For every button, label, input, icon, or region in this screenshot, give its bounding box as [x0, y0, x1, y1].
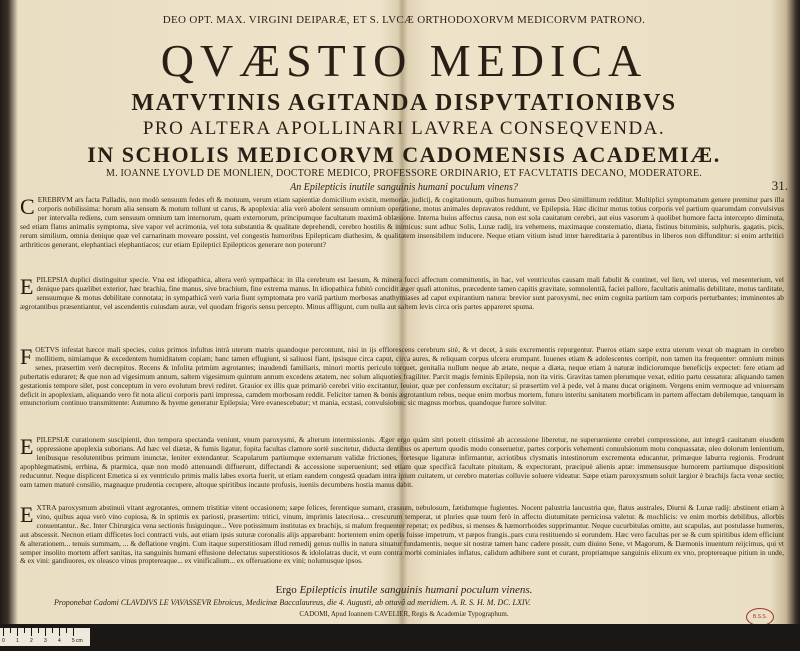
- ruler-tick: [52, 628, 53, 633]
- ruler-tick: [66, 628, 67, 633]
- ruler-tick: [10, 628, 11, 633]
- folio-number: 31.: [771, 178, 788, 193]
- paragraph-2-text: PILEPSIA duplici distinguitur specie. Vna est idiopathica, altera verò sympathica: in illa cerebrum est laesum, & minera fucci affectum committentis, in hac, vel ventriculus causam mali fabulit & continet, vel lien, vel uterus, vel mesenterium, vel denique pars quælibet exterior, hæc brachia, fine manus, sive brachium, fine extrema manus. In idiopathica fubitò concidit æger quafi attonitus, præcedente tamen capitis gravitate, somnolentiâ, faciei pallore, facultatis animalis debilitate, motus tarditate, sensuumque & motus debilitate connotata; in sympathicâ verò varia fiunt symptomata pro variâ partium morbosas anathymiases ad caput expirantium natura: brevior sunt paroxysmi, nec enim cognita partium tam corporis perturbantes; imminentes ab ægrotantibus præsentiantur, vel ascendentis cuiusdam auræ, vel quodam frigoris sensu percepto. Minus affligunt, cum nulla aut saltem levis circa oris partes appareret spuma.: [20, 275, 785, 311]
- thesis-page: [14, 6, 794, 618]
- dropcap-4: E: [20, 434, 34, 459]
- paragraph-3-text: OETVS infestat hæcce mali species, cuius primos infultus intrà uterum matris quandoque percontunt, nisi in ijs efflorescens cerebrum sitè, & vt decet, à suis excrementis repurgentur. Pueros etiam sæpe extra uterum vexat ob magnam in cerebro mollitiem, nimiamque & excedentem humiditatem copiam; hanc tamen effugiunt, si saliuosi fiant, ipsisque circa caput, circa aures, & reliquam corpus ulcera erumpant. Iuuenes etiam & adolescentes corripit, non tamen ita frequenter: omnium minus senes, præsertim verò decrepitos. Recens & infolita primùm ægrotantes; inaudendi familiaris, minori mortis periculo torquet, genitalia nullum neque ab ætate, neque a diæta, neque etiam à naturæ indiciorumque beneficijs expectet: fere etiam ad pubertatis eduraret; & que non ad vigesimum annum, saltem vigesimum quintum annum excedens ætatem, nec solum aliquoties fragiliter. Parcit magis feminis Epilepsia, non ita viris. Gravitas tamen plerumque vexat, editio partu cessatura: aliquando tamen gestationis tempore silet, post conceptum in vero evolutum brevi rediret. Grauior ex illis quæ primariò cerebri vitio excitantur, leuior, quæ per confensum excitatur; si præsertim vel à pede, vel à manu ducat originem. Vergens enim vermoque ad vniuersam deficit in apoplexiam, aliquando vero fit nota alicui corporis parti impressa, camdem morbosam reddit. Feliciter tamen & bonis ægrotantium rebus, neque enim morbus mortem, futuro interitu sanitatem morbificam in partem affectam debilemque, tanquam in emunctorium continuo transmittente: Autumno & hyeme generatur Epilepsia; Vere evanescebatur; vt mania, ecstasi, convulsiobus; sic magnus morbus, quandoque furore solvitur.: [20, 345, 784, 408]
- thesis-question: An Epilepticis inutile sanguinis humani poculum vinens?: [290, 182, 518, 193]
- subtitle-line-3: IN SCHOLIS MEDICORVM CADOMENSIS ACADEMIÆ.: [87, 142, 721, 167]
- ruler-tick: [17, 628, 18, 636]
- ruler-tick: [73, 628, 74, 636]
- ruler-tick-label: 3: [44, 638, 47, 644]
- conclusion-text: Epilepticis inutile sanguinis humani poculum vinens.: [299, 584, 533, 596]
- dedication-line: DEO OPT. MAX. VIRGINI DEIPARÆ, ET S. LVCÆ ORTHODOXORVM MEDICORVM PATRONO.: [162, 14, 646, 26]
- ruler-tick-label: 5: [72, 638, 75, 644]
- page-title: QVÆSTIO MEDICA: [160, 35, 648, 86]
- defense-info: Proponebat Cadomi CLAVDIVS LE VAVASSEVR Ebroicus, Medicinæ Baccalaureus, die 4. Augusti, ab ottavâ ad meridiem. A. R. S. H. M. DC. LXIV.: [54, 598, 531, 607]
- scale-ruler: [0, 624, 800, 651]
- conclusion-prefix: Ergo: [275, 584, 297, 596]
- conclusion: [14, 584, 794, 596]
- ruler-tick-label: 4: [58, 638, 61, 644]
- paragraph-2: [20, 276, 784, 336]
- ruler-tick: [45, 628, 46, 636]
- ruler-tick: [31, 628, 32, 636]
- printer-imprint: CADOMI, Apud Ioannem CAVELIER, Regis & Academiæ Typographum.: [299, 610, 509, 618]
- ruler-tick: [3, 628, 4, 636]
- paragraph-3: [20, 346, 784, 426]
- ruler-tick: [38, 628, 39, 633]
- paragraph-4-text: PILEPSIÆ curationem suscipienti, duo tempora spectanda veniunt, vnum paroxysmi, & alterum intermissionis. Æger ergo quàm sitri poterit citissimè ab accessione liberetur, ne superueniente cerebri compressione, aut integrâ cauitatum eiusdem oppressione apoplexia suborians. Ad hæc vel diætæ, & fumis ligatur, fopita facultas clamore sortè suscitetur, diducta dentibus os apertum quodis modo conseruetur, partes corporis vehementi conuulsionum motu conquassatæ, oleo dolorum lenientium, lenibusque resolutentibus primum inunctæ, leniter extendantur. Scapularum partiumque externarum validæ frictiones, fortesque ligaturæ infirmantur, acriotibus clysmatis intestinorum excrementa educantur, primæque laburra regionis. Frodrunt apophlegmatismi, errhina, & ptarmica, quæ non modò attenuandi diffuerunt, diffectandi & accessione superueniunt; sed etiam quæ specificâ facultate pituitam, & expectorant, præcipuè alienis aptæ: immensusque humorem partiumque dispositioni reducuntur. Neque displicent Emetica si ex ventriculo primis malis labes exorta fuerit, ut etiam eandem congestâ quadam intra ipium cuitatem, ut cerebro materias colluvie soluere videatur. Sæpe etiam paroxysmum soluit largior è brachijs facta venæ sectio; eam tamen maturè consilio, magnaque prudentia cecupere, altoque spiritibus incaute profusis, iueniis decumbens hostia manus dabit.: [20, 435, 784, 489]
- dropcap-2: E: [20, 274, 34, 299]
- ruler-unit-label: cm: [76, 638, 83, 644]
- ruler-tick: [24, 628, 25, 633]
- paragraph-1-text: EREBRVM ars facta Palladis, non modò sensuum fedes eft & motuum, verum etiam sapientiæ domicilium existit, memoriæ, judicij, & cogitationum, quibus humanum genus Deo simillimum redditur. Multiplici symptomatum genere premitur pars illa corporis nobilissima: horum alia sensum & motum tollunt ut carus, & apoplexia: alia verò abolent sensuum omnium operatione, motus animales depravatos reddunt, ve Epilepsia. Hæc dicitur motus totius corporis vel partium quarumdam convulsivus per intervalla rediens, cum sensuum omnium tam internorum, quam externorum, principumque facultatum maximâ oblæsione. Interna huius affectus causa, non est sola cauitatum cerebri, aut eius vasorum à quolibet humore facta intercepto diminuta, sed etiam flatus animalis symptoma, sive vapor vel acrimonia, vel tota substantia & qualitate deprehendi, cerebro hostilis & inimicus: sunt adhuc Solis, Lunæ radij, ira vehemens, maximaque consternatio, diæta, fistinus bituminis, sulphuris, gagatis, picis, rerum similium, omnia denique quæ vel carnarinam moveare possint, vel congestis humoribus Epilepticam diathesim, & qualitatem insensibilem inducere. Neque etiam vitium istud inter hæreditaria à parentibus in liberos non diffunditur: si enim arthritici arthriticos generant, elephantiaci elephantiacos; cur etiam Epileptici Epilepticos generare non poterunt?: [20, 195, 784, 249]
- library-stamp: B.S.S.: [746, 608, 774, 626]
- moderator-line: M. IOANNE LYOVLD DE MONLIEN, DOCTORE MEDICO, PROFESSORE ORDINARIO, ET FACVLTATIS DECANO, MODERATORE.: [106, 168, 702, 179]
- ruler-tick-label: 1: [16, 638, 19, 644]
- dropcap-5: E: [20, 502, 34, 527]
- ruler-tick-label: 0: [2, 638, 5, 644]
- paragraph-1: [20, 196, 784, 260]
- dropcap-1: C: [20, 194, 35, 219]
- ruler-tick: [59, 628, 60, 636]
- paragraph-4: [20, 436, 784, 496]
- paragraph-5-text: XTRA paroxysmum abstinuii vitant ægrotantes, omnem tristitiæ vitent occasionem; sæpe felices, ferentique sumant, crassum, nebulosum, fætidumque fugientes. Nocent palustria laucustria que, flatus australes, Diurni & Lunæ radij: abstinent etiam à vino, quibus aqua verò vino copiosa, & in sptimis ex pariosti, præsertim: tritici, vinum, imprimis latecriosa... crescurum temperat, ut pluries quæ tuum ferò in affectu diutumitate perniciosa valetur. & mochlicis: ve enim morbis debilibus, allorbis conuentantur.. &c. Inter Chirurgica vena sectionis fusiguinque... Vere potissimum institutas ex brachijs, si malum frequenter repetat; ex pedibus, si menses & hæmorrhoides supprimantur. Neque cucurbitulas omitte, aut scapulas, aut postulasse humeros, aut abscessit. Necnon etiam difficetes loci contracti vuls, aut etiam ipsis suturæ coronalis alijs apparebant: hortentem enim operis fuisse impetrum, vt pæpos frangis..pars cura restituendo si eorundem. Hæc vero facultas per se & cum spiritibus idem efficiunt & alterationem... tenuis summam, ... & deflatione vngim. Cum itaque superstitiosam illud remedij genus nullis in natura situatur fundamentis, neque sit nostræ tamen hanc cadere possit, cum diuino Sene, vt Magorum, & Dæmonis inuentum reijcimus, qui vt semper insolito mortem affert sanitas, ita sanguinis humani effusione delectatus superstitiosos & idololatras ducit, vt eum contra morbi cominiales inflatus, calidum adhibere sunt et curant, propriamque sanguinis elixum ex vno, proptereaque pitium in unde, & ex vini: gandiuores, ex oleasco vinus proptereaque... ex vinificalium... ex offeruatione ex vini; nolumusque ipsos.: [20, 503, 784, 566]
- subtitle-line-1: MATVTINIS AGITANDA DISPVTATIONIBVS: [131, 90, 677, 116]
- dropcap-3: F: [20, 344, 33, 369]
- ruler-tick-label: 2: [30, 638, 33, 644]
- ruler-scale-bar: [0, 628, 90, 646]
- subtitle-line-2: PRO ALTERA APOLLINARI LAVREA CONSEQVENDA.: [142, 118, 666, 139]
- paragraph-5: [20, 504, 784, 582]
